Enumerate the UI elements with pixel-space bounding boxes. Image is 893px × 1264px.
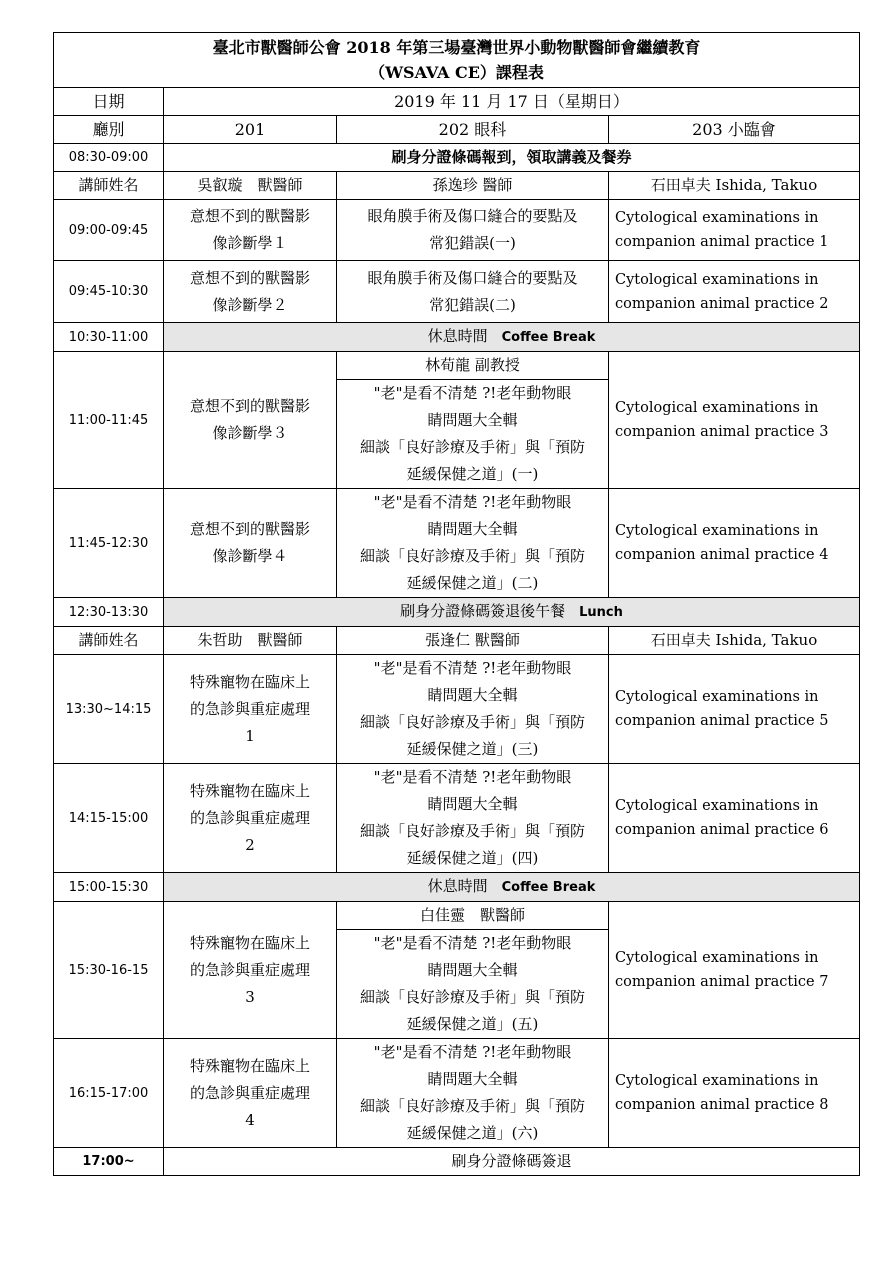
session-row bbox=[54, 261, 860, 323]
lunch-text: 刷身分證條碼簽退後午餐 Lunch bbox=[164, 598, 860, 627]
session-time: 16:15-17:00 bbox=[54, 1039, 164, 1148]
title-line-2: （WSAVA CE）課程表 bbox=[369, 63, 544, 82]
speaker-203-pm: 石田卓夫 Ishida, Takuo bbox=[609, 627, 860, 655]
session-topic-201: 意想不到的獸醫影 像診斷學４ bbox=[164, 489, 337, 598]
hall-203: 203 小臨會 bbox=[609, 116, 860, 144]
hall-label: 廳別 bbox=[54, 116, 164, 144]
checkout-row bbox=[54, 1148, 860, 1176]
session-time: 11:00-11:45 bbox=[54, 352, 164, 489]
session-topic-203: Cytological examinations in companion animal practice 2 bbox=[609, 261, 860, 323]
date-label: 日期 bbox=[54, 88, 164, 116]
document-title bbox=[54, 33, 860, 88]
session-time: 14:15-15:00 bbox=[54, 764, 164, 873]
session-topic-203: Cytological examinations in companion animal practice 6 bbox=[609, 764, 860, 873]
break-row bbox=[54, 323, 860, 352]
session-time: 09:00-09:45 bbox=[54, 200, 164, 261]
speaker-202-am: 孫逸珍 醫師 bbox=[337, 172, 609, 200]
date-row bbox=[54, 88, 860, 116]
session-row bbox=[54, 489, 860, 598]
hall-202: 202 眼科 bbox=[337, 116, 609, 144]
speaker-202-pm: 張逢仁 獸醫師 bbox=[337, 627, 609, 655]
speaker-201-am: 吳叡璇 獸醫師 bbox=[164, 172, 337, 200]
checkin-time: 08:30-09:00 bbox=[54, 144, 164, 172]
title-row bbox=[54, 33, 860, 88]
session-row bbox=[54, 200, 860, 261]
break-row bbox=[54, 873, 860, 902]
session-topic-201: 特殊寵物在臨床上 的急診與重症處理 4 bbox=[164, 1039, 337, 1148]
break-time: 15:00-15:30 bbox=[54, 873, 164, 902]
session-time: 13:30~14:15 bbox=[54, 655, 164, 764]
session-topic-202: 眼角膜手術及傷口縫合的要點及 常犯錯誤(一) bbox=[337, 200, 609, 261]
checkin-row bbox=[54, 144, 860, 172]
speaker-201-pm: 朱哲助 獸醫師 bbox=[164, 627, 337, 655]
session-topic-203: Cytological examinations in companion animal practice 8 bbox=[609, 1039, 860, 1148]
session-row bbox=[54, 1039, 860, 1148]
date-value: 2019 年 11 月 17 日（星期日） bbox=[164, 88, 860, 116]
speakers-row-am bbox=[54, 172, 860, 200]
session-row bbox=[54, 352, 860, 380]
break-text: 休息時間 Coffee Break bbox=[164, 323, 860, 352]
checkout-text: 刷身分證條碼簽退 bbox=[164, 1148, 860, 1176]
break-text: 休息時間 Coffee Break bbox=[164, 873, 860, 902]
session-topic-202: "老"是看不清楚 ?!老年動物眼 睛問題大全輯 細談「良好診療及手術」與「預防 延緩保健之道」(六) bbox=[337, 1039, 609, 1148]
session-time: 15:30-16-15 bbox=[54, 902, 164, 1039]
speakers-row-pm bbox=[54, 627, 860, 655]
session-topic-201: 特殊寵物在臨床上 的急診與重症處理 3 bbox=[164, 902, 337, 1039]
speaker-label-pm: 講師姓名 bbox=[54, 627, 164, 655]
session-topic-202: "老"是看不清楚 ?!老年動物眼 睛問題大全輯 細談「良好診療及手術」與「預防 延緩保健之道」(五) bbox=[337, 930, 609, 1039]
lunch-en: Lunch bbox=[579, 605, 623, 620]
session-row bbox=[54, 655, 860, 764]
title-line-1: 臺北市獸醫師公會 2018 年第三場臺灣世界小動物獸醫師會繼續教育 bbox=[212, 38, 701, 57]
session-topic-203: Cytological examinations in companion animal practice 5 bbox=[609, 655, 860, 764]
session-topic-201: 特殊寵物在臨床上 的急診與重症處理 1 bbox=[164, 655, 337, 764]
session-topic-202: "老"是看不清楚 ?!老年動物眼 睛問題大全輯 細談「良好診療及手術」與「預防 延緩保健之道」(三) bbox=[337, 655, 609, 764]
speaker-202-late-morning: 林荀龍 副教授 bbox=[337, 352, 609, 380]
session-topic-201: 意想不到的獸醫影 像診斷學３ bbox=[164, 352, 337, 489]
lunch-time: 12:30-13:30 bbox=[54, 598, 164, 627]
session-row bbox=[54, 902, 860, 930]
checkout-time: 17:00~ bbox=[54, 1148, 164, 1176]
session-topic-202: "老"是看不清楚 ?!老年動物眼 睛問題大全輯 細談「良好診療及手術」與「預防 延緩保健之道」(四) bbox=[337, 764, 609, 873]
session-topic-201: 意想不到的獸醫影 像診斷學２ bbox=[164, 261, 337, 323]
schedule-table bbox=[53, 32, 860, 1176]
session-topic-203: Cytological examinations in companion animal practice 1 bbox=[609, 200, 860, 261]
session-topic-203: Cytological examinations in companion animal practice 7 bbox=[609, 902, 860, 1039]
session-topic-201: 意想不到的獸醫影 像診斷學１ bbox=[164, 200, 337, 261]
lunch-row bbox=[54, 598, 860, 627]
speaker-203-am: 石田卓夫 Ishida, Takuo bbox=[609, 172, 860, 200]
hall-201: 201 bbox=[164, 116, 337, 144]
session-row bbox=[54, 764, 860, 873]
break-en: Coffee Break bbox=[501, 880, 596, 895]
break-en: Coffee Break bbox=[501, 330, 596, 345]
checkin-text: 刷身分證條碼報到，領取講義及餐券 bbox=[164, 144, 860, 172]
session-topic-203: Cytological examinations in companion animal practice 4 bbox=[609, 489, 860, 598]
speaker-label-am: 講師姓名 bbox=[54, 172, 164, 200]
session-topic-202: "老"是看不清楚 ?!老年動物眼 睛問題大全輯 細談「良好診療及手術」與「預防 延緩保健之道」(二) bbox=[337, 489, 609, 598]
session-topic-201: 特殊寵物在臨床上 的急診與重症處理 2 bbox=[164, 764, 337, 873]
break-time: 10:30-11:00 bbox=[54, 323, 164, 352]
session-time: 09:45-10:30 bbox=[54, 261, 164, 323]
session-topic-203: Cytological examinations in companion animal practice 3 bbox=[609, 352, 860, 489]
session-topic-202: 眼角膜手術及傷口縫合的要點及 常犯錯誤(二) bbox=[337, 261, 609, 323]
session-time: 11:45-12:30 bbox=[54, 489, 164, 598]
session-topic-202: "老"是看不清楚 ?!老年動物眼 睛問題大全輯 細談「良好診療及手術」與「預防 延緩保健之道」(一) bbox=[337, 380, 609, 489]
speaker-202-afternoon: 白佳靈 獸醫師 bbox=[337, 902, 609, 930]
hall-row bbox=[54, 116, 860, 144]
